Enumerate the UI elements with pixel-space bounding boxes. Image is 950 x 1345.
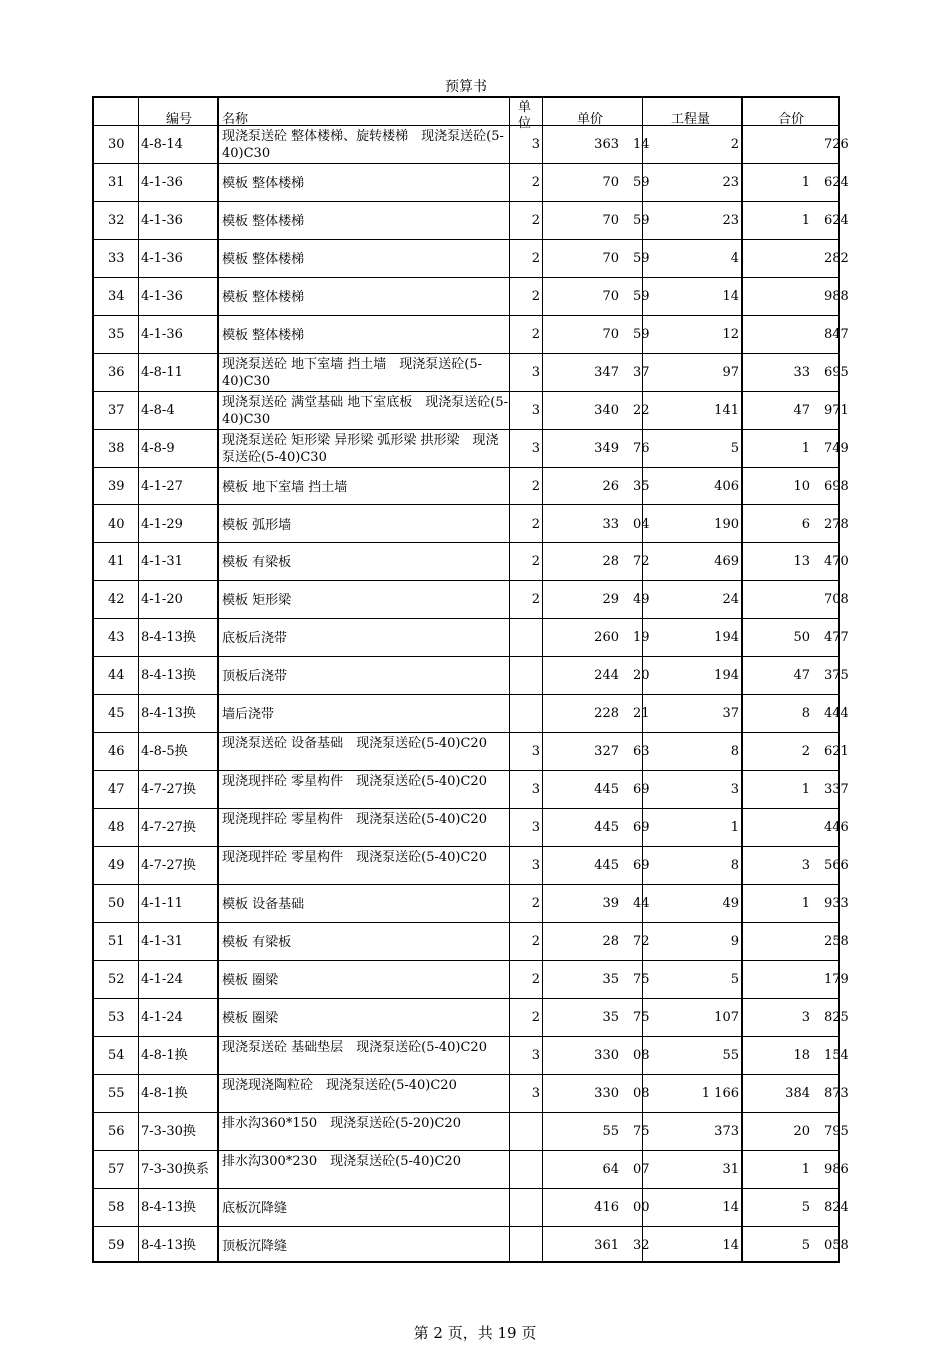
- name-cell: 模板 整体楼梯: [222, 213, 305, 229]
- code-cell: 4-8-11: [141, 364, 183, 380]
- header-code: 编号: [166, 112, 193, 127]
- price-int-cell: 349: [594, 440, 619, 456]
- no-cell: 36: [108, 364, 125, 380]
- total-dec-cell: 337: [824, 782, 849, 798]
- table-row: [94, 1151, 849, 1189]
- code-cell: 4-1-36: [141, 288, 183, 304]
- no-cell: 39: [108, 478, 125, 494]
- price-int-cell: 55: [602, 1123, 619, 1139]
- name-cell: 模板 整体楼梯: [222, 251, 305, 267]
- price-dec-cell: 75: [633, 1009, 650, 1025]
- unit-cell: 3: [531, 1085, 540, 1101]
- price-int-cell: 347: [594, 364, 619, 380]
- table-row: [94, 164, 849, 202]
- total-dec-cell: 470: [824, 554, 849, 570]
- no-cell: 55: [108, 1085, 125, 1101]
- name-cell: 模板 圈梁: [222, 1010, 279, 1026]
- table-row: [94, 354, 849, 392]
- name-cell: 模板 弧形墙: [222, 517, 292, 533]
- no-cell: 34: [108, 288, 125, 304]
- no-cell: 32: [108, 212, 125, 228]
- total-dec-cell: 058: [824, 1237, 849, 1253]
- price-int-cell: 244: [594, 668, 619, 684]
- unit-cell: 3: [531, 137, 540, 152]
- code-cell: 4-1-31: [141, 554, 183, 570]
- total-dec-cell: 708: [824, 592, 849, 608]
- qty-cell: 55: [722, 1047, 739, 1063]
- total-int-cell: 5: [801, 1199, 810, 1215]
- code-cell: 4-7-27换: [141, 782, 196, 798]
- total-dec-cell: 971: [824, 402, 849, 418]
- no-cell: 35: [108, 326, 125, 342]
- price-dec-cell: 32: [633, 1237, 650, 1253]
- price-dec-cell: 08: [633, 1085, 650, 1101]
- no-cell: 56: [108, 1123, 125, 1139]
- total-int-cell: 1: [801, 782, 810, 798]
- qty-cell: 8: [730, 858, 739, 874]
- name-cell: 模板 整体楼梯: [222, 175, 305, 191]
- total-int-cell: 1: [801, 440, 810, 456]
- total-dec-cell: 695: [824, 364, 849, 380]
- total-int-cell: 2: [801, 744, 810, 760]
- price-dec-cell: 07: [633, 1161, 650, 1177]
- total-int-cell: 384: [785, 1085, 810, 1101]
- qty-cell: 1: [730, 820, 739, 836]
- unit-cell: 2: [531, 933, 540, 949]
- total-int-cell: 47: [793, 402, 810, 418]
- qty-cell: 12: [722, 326, 739, 342]
- name-cell: 顶板后浇带: [222, 669, 288, 685]
- header-unit: 单 位: [518, 100, 532, 131]
- price-int-cell: 70: [602, 250, 619, 266]
- table-row: [94, 278, 849, 316]
- code-cell: 4-1-24: [141, 971, 183, 987]
- price-int-cell: 70: [602, 326, 619, 342]
- total-dec-cell: 986: [824, 1161, 849, 1177]
- qty-cell: 23: [722, 174, 739, 190]
- name-cell: 现浇泵送砼 整体楼梯、旋转楼梯 现浇泵送砼(5-40)C30: [222, 129, 504, 161]
- code-cell: 4-1-24: [141, 1009, 183, 1025]
- unit-cell: 2: [531, 478, 540, 494]
- price-int-cell: 29: [602, 592, 619, 608]
- total-int-cell: 20: [793, 1123, 810, 1139]
- price-int-cell: 64: [602, 1161, 619, 1177]
- unit-cell: 3: [531, 364, 540, 380]
- unit-cell: 3: [531, 782, 540, 798]
- price-dec-cell: 59: [633, 288, 650, 304]
- name-cell: 模板 有梁板: [222, 555, 292, 571]
- total-int-cell: 3: [801, 1009, 810, 1025]
- qty-cell: 8: [730, 744, 739, 760]
- qty-cell: 1 166: [701, 1085, 739, 1101]
- header-price: 单价: [577, 112, 604, 127]
- table-row: [94, 1113, 849, 1151]
- qty-cell: 31: [722, 1161, 739, 1177]
- price-dec-cell: 00: [633, 1199, 650, 1215]
- price-dec-cell: 59: [633, 250, 650, 266]
- qty-cell: 14: [722, 288, 739, 304]
- total-dec-cell: 278: [824, 516, 849, 532]
- name-cell: 模板 圈梁: [222, 972, 279, 988]
- code-cell: 7-3-30换系: [141, 1161, 209, 1177]
- price-dec-cell: 08: [633, 1047, 650, 1063]
- name-cell: 现浇泵送砼 满堂基础 地下室底板 现浇泵送砼(5-40)C30: [222, 394, 509, 427]
- no-cell: 57: [108, 1161, 125, 1177]
- total-int-cell: 1: [801, 212, 810, 228]
- price-int-cell: 70: [602, 212, 619, 228]
- total-dec-cell: 566: [824, 858, 849, 874]
- code-cell: 4-7-27换: [141, 820, 196, 836]
- price-int-cell: 28: [602, 554, 619, 570]
- price-int-cell: 445: [594, 820, 619, 836]
- table-row: [94, 733, 849, 771]
- no-cell: 44: [108, 668, 125, 684]
- total-dec-cell: 795: [824, 1123, 849, 1139]
- table-row: [94, 126, 849, 164]
- name-cell: 排水沟300*230 现浇泵送砼(5-40)C20: [222, 1153, 461, 1169]
- name-cell: 现浇现拌砼 零星构件 现浇泵送砼(5-40)C20: [222, 850, 487, 866]
- unit-cell: 3: [531, 820, 540, 836]
- no-cell: 53: [108, 1009, 125, 1025]
- price-dec-cell: 20: [633, 668, 650, 684]
- code-cell: 4-8-5换: [141, 744, 188, 760]
- qty-cell: 194: [714, 668, 739, 684]
- header-name: 名称: [222, 112, 249, 127]
- total-dec-cell: 933: [824, 896, 849, 911]
- price-dec-cell: 22: [633, 402, 650, 418]
- no-cell: 50: [108, 896, 125, 911]
- total-int-cell: 1: [801, 896, 810, 911]
- total-dec-cell: 282: [824, 250, 849, 266]
- price-dec-cell: 49: [633, 592, 650, 608]
- table-row: [94, 202, 849, 240]
- no-cell: 46: [108, 744, 125, 760]
- price-int-cell: 33: [602, 516, 619, 532]
- qty-cell: 406: [714, 478, 739, 494]
- name-cell: 现浇泵送砼 设备基础 现浇泵送砼(5-40)C20: [222, 736, 487, 752]
- name-cell: 模板 有梁板: [222, 934, 292, 950]
- price-dec-cell: 14: [633, 137, 650, 152]
- table-row: [94, 885, 849, 923]
- total-dec-cell: 824: [824, 1199, 849, 1215]
- price-int-cell: 28: [602, 933, 619, 949]
- total-dec-cell: 847: [824, 326, 849, 342]
- price-int-cell: 70: [602, 174, 619, 190]
- code-cell: 4-7-27换: [141, 858, 196, 874]
- qty-cell: 194: [714, 630, 739, 646]
- budget-table: [92, 96, 849, 1263]
- table-header: [94, 98, 838, 131]
- code-cell: 4-1-11: [141, 896, 183, 911]
- qty-cell: 49: [722, 896, 739, 911]
- total-dec-cell: 624: [824, 212, 849, 228]
- total-int-cell: 50: [793, 630, 810, 646]
- code-cell: 4-8-14: [141, 137, 183, 152]
- table-row: [94, 430, 849, 468]
- name-cell: 模板 地下室墙 挡土墙: [222, 479, 348, 495]
- price-dec-cell: 72: [633, 554, 650, 570]
- price-dec-cell: 19: [633, 630, 650, 646]
- table-row: [94, 468, 849, 506]
- price-int-cell: 70: [602, 288, 619, 304]
- price-int-cell: 327: [594, 744, 619, 760]
- price-dec-cell: 72: [633, 933, 650, 949]
- price-int-cell: 228: [594, 706, 619, 722]
- code-cell: 4-8-1换: [141, 1085, 188, 1101]
- total-dec-cell: 375: [824, 668, 849, 684]
- total-int-cell: 8: [801, 706, 810, 722]
- code-cell: 8-4-13换: [141, 1199, 196, 1215]
- price-dec-cell: 75: [633, 1123, 650, 1139]
- name-cell: 模板 整体楼梯: [222, 289, 305, 305]
- total-dec-cell: 698: [824, 478, 849, 494]
- price-dec-cell: 59: [633, 212, 650, 228]
- code-cell: 4-1-27: [141, 478, 183, 494]
- code-cell: 8-4-13换: [141, 706, 196, 722]
- total-int-cell: 13: [793, 554, 810, 570]
- no-cell: 43: [108, 630, 125, 646]
- table-row: [94, 657, 849, 695]
- price-int-cell: 39: [602, 896, 619, 911]
- price-int-cell: 35: [602, 1009, 619, 1025]
- unit-cell: 2: [531, 554, 540, 570]
- price-dec-cell: 69: [633, 782, 650, 798]
- total-dec-cell: 446: [824, 820, 849, 836]
- price-int-cell: 35: [602, 971, 619, 987]
- table-row: [94, 1189, 849, 1227]
- qty-cell: 2: [730, 137, 739, 152]
- no-cell: 42: [108, 592, 125, 608]
- table-row: [94, 961, 849, 999]
- qty-cell: 373: [714, 1123, 739, 1139]
- total-dec-cell: 444: [824, 706, 849, 722]
- total-dec-cell: 988: [824, 288, 849, 304]
- total-dec-cell: 477: [824, 630, 849, 646]
- code-cell: 4-1-36: [141, 326, 183, 342]
- unit-cell: 2: [531, 288, 540, 304]
- total-int-cell: 33: [793, 364, 810, 380]
- price-dec-cell: 69: [633, 820, 650, 836]
- price-dec-cell: 35: [633, 478, 650, 494]
- name-cell: 底板沉降缝: [222, 1200, 288, 1216]
- no-cell: 52: [108, 971, 125, 987]
- price-int-cell: 416: [594, 1199, 619, 1215]
- price-dec-cell: 37: [633, 364, 650, 380]
- table-row: [94, 847, 849, 885]
- code-cell: 4-1-36: [141, 212, 183, 228]
- price-dec-cell: 76: [633, 440, 650, 456]
- qty-cell: 190: [714, 516, 739, 532]
- total-dec-cell: 749: [824, 440, 849, 456]
- name-cell: 现浇泵送砼 地下室墙 挡土墙 现浇泵送砼(5-40)C30: [222, 356, 483, 389]
- price-int-cell: 330: [594, 1085, 619, 1101]
- qty-cell: 3: [730, 782, 739, 798]
- price-int-cell: 363: [594, 137, 619, 152]
- price-dec-cell: 59: [633, 326, 650, 342]
- total-int-cell: 1: [801, 174, 810, 190]
- code-cell: 4-1-31: [141, 933, 183, 949]
- qty-cell: 23: [722, 212, 739, 228]
- qty-cell: 37: [722, 706, 739, 722]
- no-cell: 30: [108, 137, 125, 152]
- header-total: 合价: [778, 112, 805, 127]
- price-int-cell: 330: [594, 1047, 619, 1063]
- header-qty: 工程量: [671, 112, 711, 127]
- document-title: 预算书: [445, 79, 487, 95]
- total-dec-cell: 624: [824, 174, 849, 190]
- total-int-cell: 5: [801, 1237, 810, 1253]
- unit-cell: 2: [531, 1009, 540, 1025]
- name-cell: 模板 设备基础: [222, 897, 305, 912]
- code-cell: 4-1-29: [141, 516, 183, 532]
- unit-cell: 2: [531, 516, 540, 532]
- name-cell: 现浇现拌砼 零星构件 现浇泵送砼(5-40)C20: [222, 774, 487, 790]
- table-row: [94, 392, 849, 430]
- name-cell: 现浇泵送砼 矩形梁 异形梁 弧形梁 拱形梁 现浇泵送砼(5-40)C30: [222, 432, 499, 465]
- no-cell: 38: [108, 440, 125, 456]
- no-cell: 41: [108, 554, 125, 570]
- table-row: [94, 316, 849, 354]
- price-dec-cell: 75: [633, 971, 650, 987]
- qty-cell: 24: [722, 592, 739, 608]
- table-row: [94, 619, 849, 657]
- table-row: [94, 240, 849, 278]
- total-dec-cell: 258: [824, 933, 849, 949]
- qty-cell: 5: [730, 440, 739, 456]
- no-cell: 59: [108, 1237, 125, 1253]
- total-int-cell: 1: [801, 1161, 810, 1177]
- price-int-cell: 445: [594, 858, 619, 874]
- unit-cell: 2: [531, 896, 540, 911]
- no-cell: 48: [108, 820, 125, 836]
- qty-cell: 141: [714, 402, 739, 418]
- no-cell: 49: [108, 858, 125, 874]
- unit-cell: 2: [531, 326, 540, 342]
- code-cell: 8-4-13换: [141, 630, 196, 646]
- price-dec-cell: 44: [633, 896, 650, 911]
- table-row: [94, 543, 849, 581]
- table-row: [94, 999, 849, 1037]
- qty-cell: 97: [722, 364, 739, 380]
- table-row: [94, 506, 849, 544]
- qty-cell: 107: [714, 1009, 739, 1025]
- price-dec-cell: 63: [633, 744, 650, 760]
- total-dec-cell: 873: [824, 1085, 849, 1101]
- no-cell: 37: [108, 402, 125, 418]
- name-cell: 现浇泵送砼 基础垫层 现浇泵送砼(5-40)C20: [222, 1039, 487, 1055]
- unit-cell: 2: [531, 250, 540, 266]
- qty-cell: 4: [730, 250, 739, 266]
- total-dec-cell: 154: [824, 1047, 849, 1063]
- unit-cell: 3: [531, 858, 540, 874]
- code-cell: 4-8-1换: [141, 1047, 188, 1063]
- qty-cell: 469: [714, 554, 739, 570]
- qty-cell: 5: [730, 971, 739, 987]
- name-cell: 顶板沉降缝: [222, 1238, 288, 1254]
- code-cell: 4-1-36: [141, 174, 183, 190]
- code-cell: 4-1-36: [141, 250, 183, 266]
- price-dec-cell: 04: [633, 516, 650, 532]
- total-dec-cell: 825: [824, 1009, 849, 1025]
- table-row: [94, 581, 849, 619]
- code-cell: 4-8-4: [141, 402, 175, 418]
- code-cell: 4-8-9: [141, 440, 175, 456]
- unit-cell: 2: [531, 971, 540, 987]
- table-row: [94, 1227, 849, 1265]
- unit-cell: 3: [531, 440, 540, 456]
- unit-cell: 2: [531, 592, 540, 608]
- page-footer: 第 2 页，共 19 页: [413, 1324, 537, 1342]
- price-int-cell: 260: [594, 630, 619, 646]
- code-cell: 4-1-20: [141, 592, 183, 608]
- total-dec-cell: 621: [824, 744, 849, 760]
- name-cell: 排水沟360*150 现浇泵送砼(5-20)C20: [222, 1115, 461, 1131]
- no-cell: 47: [108, 782, 125, 798]
- table-row: [94, 923, 849, 961]
- qty-cell: 14: [722, 1237, 739, 1253]
- code-cell: 8-4-13换: [141, 668, 196, 684]
- name-cell: 现浇现拌砼 零星构件 现浇泵送砼(5-40)C20: [222, 812, 487, 828]
- unit-cell: 2: [531, 212, 540, 228]
- price-dec-cell: 59: [633, 174, 650, 190]
- unit-cell: 3: [531, 1047, 540, 1063]
- price-dec-cell: 69: [633, 858, 650, 874]
- unit-cell: 3: [531, 402, 540, 418]
- price-int-cell: 361: [594, 1237, 619, 1253]
- name-cell: 墙后浇带: [222, 707, 275, 723]
- total-dec-cell: 726: [824, 137, 849, 152]
- name-cell: 模板 矩形梁: [222, 593, 292, 609]
- no-cell: 31: [108, 174, 125, 190]
- total-int-cell: 3: [801, 858, 810, 874]
- unit-cell: 2: [531, 174, 540, 190]
- price-int-cell: 26: [602, 478, 619, 494]
- no-cell: 40: [108, 516, 125, 532]
- code-cell: 7-3-30换: [141, 1123, 196, 1139]
- no-cell: 54: [108, 1047, 125, 1063]
- price-dec-cell: 21: [633, 706, 650, 722]
- qty-cell: 14: [722, 1199, 739, 1215]
- table-row: [94, 809, 849, 847]
- name-cell: 现浇现浇陶粒砼 现浇泵送砼(5-40)C20: [222, 1077, 457, 1093]
- total-int-cell: 47: [793, 668, 810, 684]
- total-dec-cell: 179: [824, 971, 849, 987]
- table-row: [94, 1075, 849, 1113]
- code-cell: 8-4-13换: [141, 1237, 196, 1253]
- no-cell: 58: [108, 1199, 125, 1215]
- price-int-cell: 445: [594, 782, 619, 798]
- table-row: [94, 1037, 849, 1075]
- total-int-cell: 18: [793, 1047, 810, 1063]
- table-row: [94, 695, 849, 733]
- name-cell: 底板后浇带: [222, 631, 288, 647]
- total-int-cell: 10: [793, 478, 810, 494]
- price-int-cell: 340: [594, 402, 619, 418]
- table-row: [94, 771, 849, 809]
- name-cell: 模板 整体楼梯: [222, 327, 305, 343]
- no-cell: 51: [108, 933, 125, 949]
- total-int-cell: 6: [801, 516, 810, 532]
- no-cell: 33: [108, 250, 125, 266]
- unit-cell: 3: [531, 744, 540, 760]
- qty-cell: 9: [730, 933, 739, 949]
- no-cell: 45: [108, 706, 125, 722]
